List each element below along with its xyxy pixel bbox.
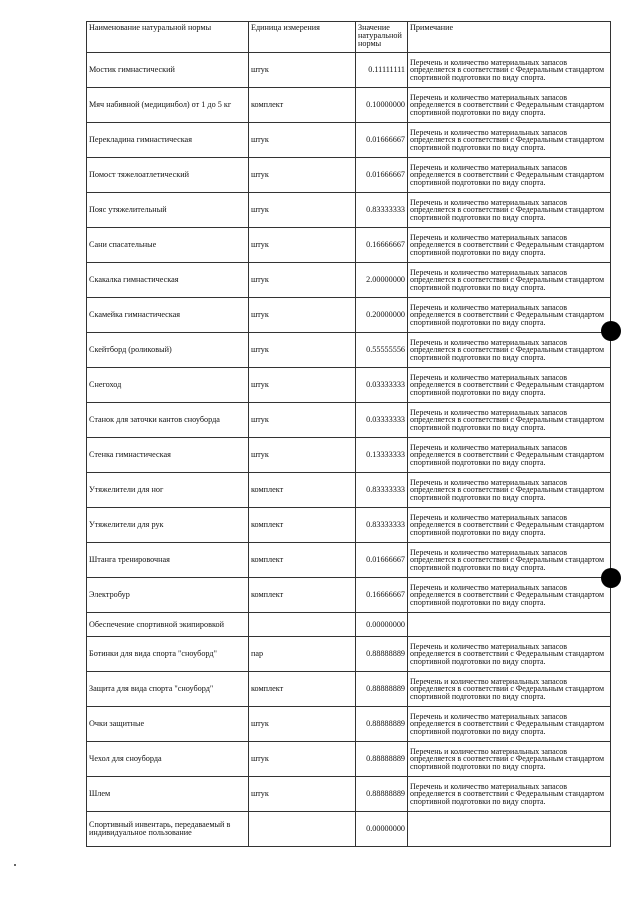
row-note-cell: Перечень и количество материальных запасов определяется в соответствии с Федеральным стандартом спортивной подготовки по виду спорта.: [408, 368, 611, 403]
row-name-cell: Пояс утяжелительный: [87, 193, 249, 228]
row-name-cell: Скейтборд (роликовый): [87, 333, 249, 368]
row-unit-cell: штук: [249, 298, 356, 333]
row-unit-cell: штук: [249, 53, 356, 88]
scan-speck: [14, 864, 16, 866]
table-row: [87, 613, 611, 637]
row-unit-cell: штук: [249, 158, 356, 193]
header-name: Наименование натуральной нормы: [87, 22, 249, 53]
row-note-cell: Перечень и количество материальных запасов определяется в соответствии с Федеральным стандартом спортивной подготовки по виду спорта.: [408, 333, 611, 368]
binder-hole-top: [601, 321, 621, 341]
row-value-cell: 0.88888889: [356, 777, 408, 812]
table-row: [87, 438, 611, 473]
table-row: [87, 158, 611, 193]
row-name-cell: Шлем: [87, 777, 249, 812]
row-value-cell: 0.10000000: [356, 88, 408, 123]
row-value-cell: 0.16666667: [356, 578, 408, 613]
table-row: [87, 777, 611, 812]
row-name-cell: Защита для вида спорта "сноуборд": [87, 672, 249, 707]
row-name-cell: Очки защитные: [87, 707, 249, 742]
row-value-cell: 0.83333333: [356, 508, 408, 543]
row-note-cell: Перечень и количество материальных запасов определяется в соответствии с Федеральным стандартом спортивной подготовки по виду спорта.: [408, 508, 611, 543]
row-unit-cell: штук: [249, 368, 356, 403]
row-unit-cell: штук: [249, 403, 356, 438]
row-unit-cell: штук: [249, 228, 356, 263]
row-note-cell: Перечень и количество материальных запасов определяется в соответствии с Федеральным стандартом спортивной подготовки по виду спорта.: [408, 123, 611, 158]
row-value-cell: 0.01666667: [356, 158, 408, 193]
row-value-cell: 0.88888889: [356, 742, 408, 777]
table-row: [87, 333, 611, 368]
table-row: [87, 672, 611, 707]
row-note-cell: Перечень и количество материальных запасов определяется в соответствии с Федеральным стандартом спортивной подготовки по виду спорта.: [408, 263, 611, 298]
table-row: [87, 812, 611, 847]
table-row: [87, 88, 611, 123]
row-name-cell: Чехол для сноуборда: [87, 742, 249, 777]
row-note-cell: [408, 613, 611, 637]
row-name-cell: Станок для заточки кантов сноуборда: [87, 403, 249, 438]
row-name-cell: Сани спасательные: [87, 228, 249, 263]
row-value-cell: 0.20000000: [356, 298, 408, 333]
row-unit-cell: комплект: [249, 88, 356, 123]
row-value-cell: 0.13333333: [356, 438, 408, 473]
binder-hole-bottom: [601, 568, 621, 588]
row-unit-cell: [249, 613, 356, 637]
row-note-cell: Перечень и количество материальных запасов определяется в соответствии с Федеральным стандартом спортивной подготовки по виду спорта.: [408, 578, 611, 613]
row-unit-cell: штук: [249, 438, 356, 473]
row-unit-cell: штук: [249, 333, 356, 368]
row-note-cell: Перечень и количество материальных запасов определяется в соответствии с Федеральным стандартом спортивной подготовки по виду спорта.: [408, 672, 611, 707]
row-value-cell: 0.88888889: [356, 707, 408, 742]
row-unit-cell: штук: [249, 263, 356, 298]
row-name-cell: Ботинки для вида спорта "сноуборд": [87, 637, 249, 672]
row-unit-cell: штук: [249, 123, 356, 158]
table-row: [87, 707, 611, 742]
row-name-cell: Утяжелители для ног: [87, 473, 249, 508]
row-note-cell: Перечень и количество материальных запасов определяется в соответствии с Федеральным стандартом спортивной подготовки по виду спорта.: [408, 543, 611, 578]
row-unit-cell: штук: [249, 777, 356, 812]
row-unit-cell: комплект: [249, 473, 356, 508]
row-unit-cell: комплект: [249, 578, 356, 613]
row-note-cell: Перечень и количество материальных запасов определяется в соответствии с Федеральным стандартом спортивной подготовки по виду спорта.: [408, 473, 611, 508]
row-name-cell: Штанга тренировочная: [87, 543, 249, 578]
row-note-cell: Перечень и количество материальных запасов определяется в соответствии с Федеральным стандартом спортивной подготовки по виду спорта.: [408, 53, 611, 88]
table-row: [87, 53, 611, 88]
header-unit: Единица измерения: [249, 22, 356, 53]
row-note-cell: Перечень и количество материальных запасов определяется в соответствии с Федеральным стандартом спортивной подготовки по виду спорта.: [408, 403, 611, 438]
header-value: Значение натуральной нормы: [356, 22, 408, 53]
table-row: [87, 298, 611, 333]
table-row: [87, 578, 611, 613]
row-value-cell: 0.83333333: [356, 473, 408, 508]
row-note-cell: Перечень и количество материальных запасов определяется в соответствии с Федеральным стандартом спортивной подготовки по виду спорта.: [408, 228, 611, 263]
row-unit-cell: комплект: [249, 672, 356, 707]
row-name-cell: Обеспечение спортивной экипировкой: [87, 613, 249, 637]
table-row: [87, 473, 611, 508]
row-note-cell: [408, 812, 611, 847]
table-header-row: [87, 22, 611, 53]
table-row: [87, 123, 611, 158]
table-row: [87, 228, 611, 263]
row-unit-cell: штук: [249, 193, 356, 228]
row-value-cell: 0.88888889: [356, 672, 408, 707]
row-value-cell: 0.00000000: [356, 613, 408, 637]
row-name-cell: Перекладина гимнастическая: [87, 123, 249, 158]
row-unit-cell: пар: [249, 637, 356, 672]
row-name-cell: Мяч набивной (медицинбол) от 1 до 5 кг: [87, 88, 249, 123]
row-value-cell: 0.16666667: [356, 228, 408, 263]
table-row: [87, 263, 611, 298]
row-name-cell: Мостик гимнастический: [87, 53, 249, 88]
row-note-cell: Перечень и количество материальных запасов определяется в соответствии с Федеральным стандартом спортивной подготовки по виду спорта.: [408, 742, 611, 777]
row-value-cell: 0.03333333: [356, 403, 408, 438]
natural-norms-table: [86, 21, 611, 847]
table-row: [87, 637, 611, 672]
row-note-cell: Перечень и количество материальных запасов определяется в соответствии с Федеральным стандартом спортивной подготовки по виду спорта.: [408, 637, 611, 672]
row-name-cell: Снегоход: [87, 368, 249, 403]
row-name-cell: Электробур: [87, 578, 249, 613]
table-row: [87, 368, 611, 403]
row-name-cell: Спортивный инвентарь, передаваемый в индивидуальное пользование: [87, 812, 249, 847]
row-name-cell: Скамейка гимнастическая: [87, 298, 249, 333]
row-name-cell: Помост тяжелоатлетический: [87, 158, 249, 193]
table-row: [87, 508, 611, 543]
row-note-cell: Перечень и количество материальных запасов определяется в соответствии с Федеральным стандартом спортивной подготовки по виду спорта.: [408, 438, 611, 473]
table-row: [87, 403, 611, 438]
table-body: [87, 53, 611, 847]
row-value-cell: 2.00000000: [356, 263, 408, 298]
row-note-cell: Перечень и количество материальных запасов определяется в соответствии с Федеральным стандартом спортивной подготовки по виду спорта.: [408, 193, 611, 228]
row-value-cell: 0.01666667: [356, 123, 408, 158]
row-name-cell: Стенка гимнастическая: [87, 438, 249, 473]
row-value-cell: 0.88888889: [356, 637, 408, 672]
row-value-cell: 0.55555556: [356, 333, 408, 368]
row-note-cell: Перечень и количество материальных запасов определяется в соответствии с Федеральным стандартом спортивной подготовки по виду спорта.: [408, 777, 611, 812]
row-unit-cell: [249, 812, 356, 847]
table-row: [87, 742, 611, 777]
row-value-cell: 0.83333333: [356, 193, 408, 228]
row-value-cell: 0.03333333: [356, 368, 408, 403]
row-name-cell: Скакалка гимнастическая: [87, 263, 249, 298]
row-unit-cell: комплект: [249, 543, 356, 578]
row-note-cell: Перечень и количество материальных запасов определяется в соответствии с Федеральным стандартом спортивной подготовки по виду спорта.: [408, 88, 611, 123]
row-unit-cell: комплект: [249, 508, 356, 543]
row-name-cell: Утяжелители для рук: [87, 508, 249, 543]
row-value-cell: 0.00000000: [356, 812, 408, 847]
row-note-cell: Перечень и количество материальных запасов определяется в соответствии с Федеральным стандартом спортивной подготовки по виду спорта.: [408, 707, 611, 742]
row-note-cell: Перечень и количество материальных запасов определяется в соответствии с Федеральным стандартом спортивной подготовки по виду спорта.: [408, 298, 611, 333]
header-note: Примечание: [408, 22, 611, 53]
table-row: [87, 193, 611, 228]
row-unit-cell: штук: [249, 742, 356, 777]
row-note-cell: Перечень и количество материальных запасов определяется в соответствии с Федеральным стандартом спортивной подготовки по виду спорта.: [408, 158, 611, 193]
table-row: [87, 543, 611, 578]
row-value-cell: 0.11111111: [356, 53, 408, 88]
row-value-cell: 0.01666667: [356, 543, 408, 578]
row-unit-cell: штук: [249, 707, 356, 742]
